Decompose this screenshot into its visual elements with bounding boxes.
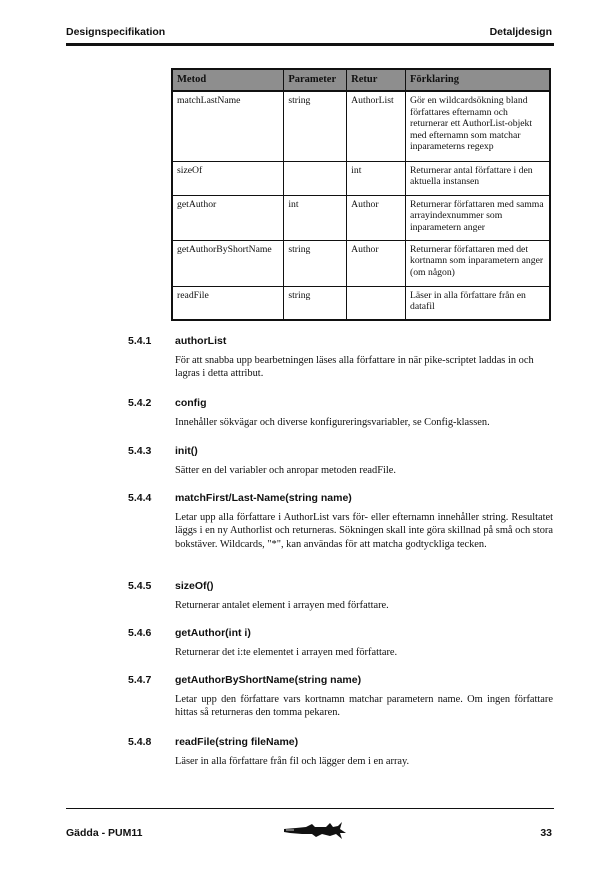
table-row bbox=[172, 240, 550, 286]
header-chapter-title: Detaljdesign bbox=[489, 26, 552, 38]
section-body: Läser in alla författare från fil och lägger dem i en array. bbox=[175, 756, 410, 767]
section-body: Innehåller sökvägar och diverse konfigureringsvariabler, se Config-klassen. bbox=[175, 417, 490, 428]
cell-retur: int bbox=[347, 161, 406, 195]
cell-parameter: string bbox=[284, 240, 347, 286]
section-number: 5.4.1 bbox=[128, 335, 152, 347]
cell-retur: AuthorList bbox=[347, 91, 406, 161]
cell-retur bbox=[347, 286, 406, 320]
section-number: 5.4.2 bbox=[128, 397, 152, 409]
table-row bbox=[172, 161, 550, 195]
method-table bbox=[171, 68, 551, 321]
section-number: 5.4.4 bbox=[128, 492, 152, 504]
cell-forklaring: Returnerar antal författare i den aktuella instansen bbox=[405, 161, 550, 195]
section-number: 5.4.3 bbox=[128, 445, 152, 457]
section-number: 5.4.8 bbox=[128, 736, 152, 748]
section-title: sizeOf() bbox=[175, 580, 214, 592]
section-title: readFile(string fileName) bbox=[175, 736, 299, 748]
pike-fish-icon bbox=[282, 820, 348, 842]
cell-metod: sizeOf bbox=[172, 161, 284, 195]
header-rule bbox=[66, 43, 554, 46]
cell-parameter: string bbox=[284, 91, 347, 161]
section-title: matchFirst/Last-Name(string name) bbox=[175, 492, 352, 504]
footer-project-name: Gädda - PUM11 bbox=[66, 827, 143, 839]
section-body: Returnerar antalet element i arrayen med författare. bbox=[175, 600, 389, 611]
cell-retur: Author bbox=[347, 195, 406, 240]
section-body: Letar upp den författare vars kortnamn matchar parametern name. Om ingen författare hittas så returneras den tomma pekaren. bbox=[175, 694, 553, 719]
section-title: init() bbox=[175, 445, 198, 457]
cell-metod: matchLastName bbox=[172, 91, 284, 161]
page-number: 33 bbox=[540, 827, 552, 839]
cell-forklaring: Läser in alla författare från en datafil bbox=[405, 286, 550, 320]
section-number: 5.4.7 bbox=[128, 674, 152, 686]
section-title: getAuthor(int i) bbox=[175, 627, 251, 639]
header-document-title: Designspecifikation bbox=[66, 26, 166, 38]
column-header-metod: Metod bbox=[172, 69, 284, 91]
section-title: getAuthorByShortName(string name) bbox=[175, 674, 362, 686]
column-header-parameter: Parameter bbox=[284, 69, 347, 91]
table-row bbox=[172, 91, 550, 161]
column-header-forklaring: Förklaring bbox=[405, 69, 550, 91]
cell-parameter bbox=[284, 161, 347, 195]
cell-parameter: int bbox=[284, 195, 347, 240]
cell-forklaring: Returnerar författaren med det kortnamn som inparametern anger (om någon) bbox=[405, 240, 550, 286]
table-row bbox=[172, 286, 550, 320]
section-body: Returnerar det i:te elementet i arrayen med författare. bbox=[175, 647, 398, 658]
cell-forklaring: Returnerar författaren med samma arrayindexnummer som inparametern anger bbox=[405, 195, 550, 240]
section-body: Letar upp alla författare i AuthorList vars för- eller efternamn innehåller string. Resultatet läggs i en ny Authorlist och returneras. Sökningen skall inte göra skillnad på små och stora bokstäver. Wildcards, "*", kan användas för att matcha godtyckliga tecken. bbox=[175, 512, 553, 550]
section-title: authorList bbox=[175, 335, 227, 347]
page-header bbox=[66, 26, 552, 44]
cell-metod: getAuthor bbox=[172, 195, 284, 240]
section-title: config bbox=[175, 397, 207, 409]
section-body: Sätter en del variabler och anropar metoden readFile. bbox=[175, 465, 396, 476]
cell-retur: Author bbox=[347, 240, 406, 286]
section-number: 5.4.5 bbox=[128, 580, 152, 592]
cell-forklaring: Gör en wildcardsökning bland författares efternamn och returnerar ett AuthorList-objekt med efternamn som matchar inparameterns regexp bbox=[405, 91, 550, 161]
cell-metod: getAuthorByShortName bbox=[172, 240, 284, 286]
table-header-row bbox=[172, 69, 550, 91]
cell-metod: readFile bbox=[172, 286, 284, 320]
section-body: För att snabba upp bearbetningen läses alla författare in när pike-scriptet laddas in och lagras i detta attribut. bbox=[175, 355, 534, 380]
cell-parameter: string bbox=[284, 286, 347, 320]
footer-rule bbox=[66, 808, 554, 809]
table-row bbox=[172, 195, 550, 240]
section-number: 5.4.6 bbox=[128, 627, 152, 639]
column-header-retur: Retur bbox=[347, 69, 406, 91]
